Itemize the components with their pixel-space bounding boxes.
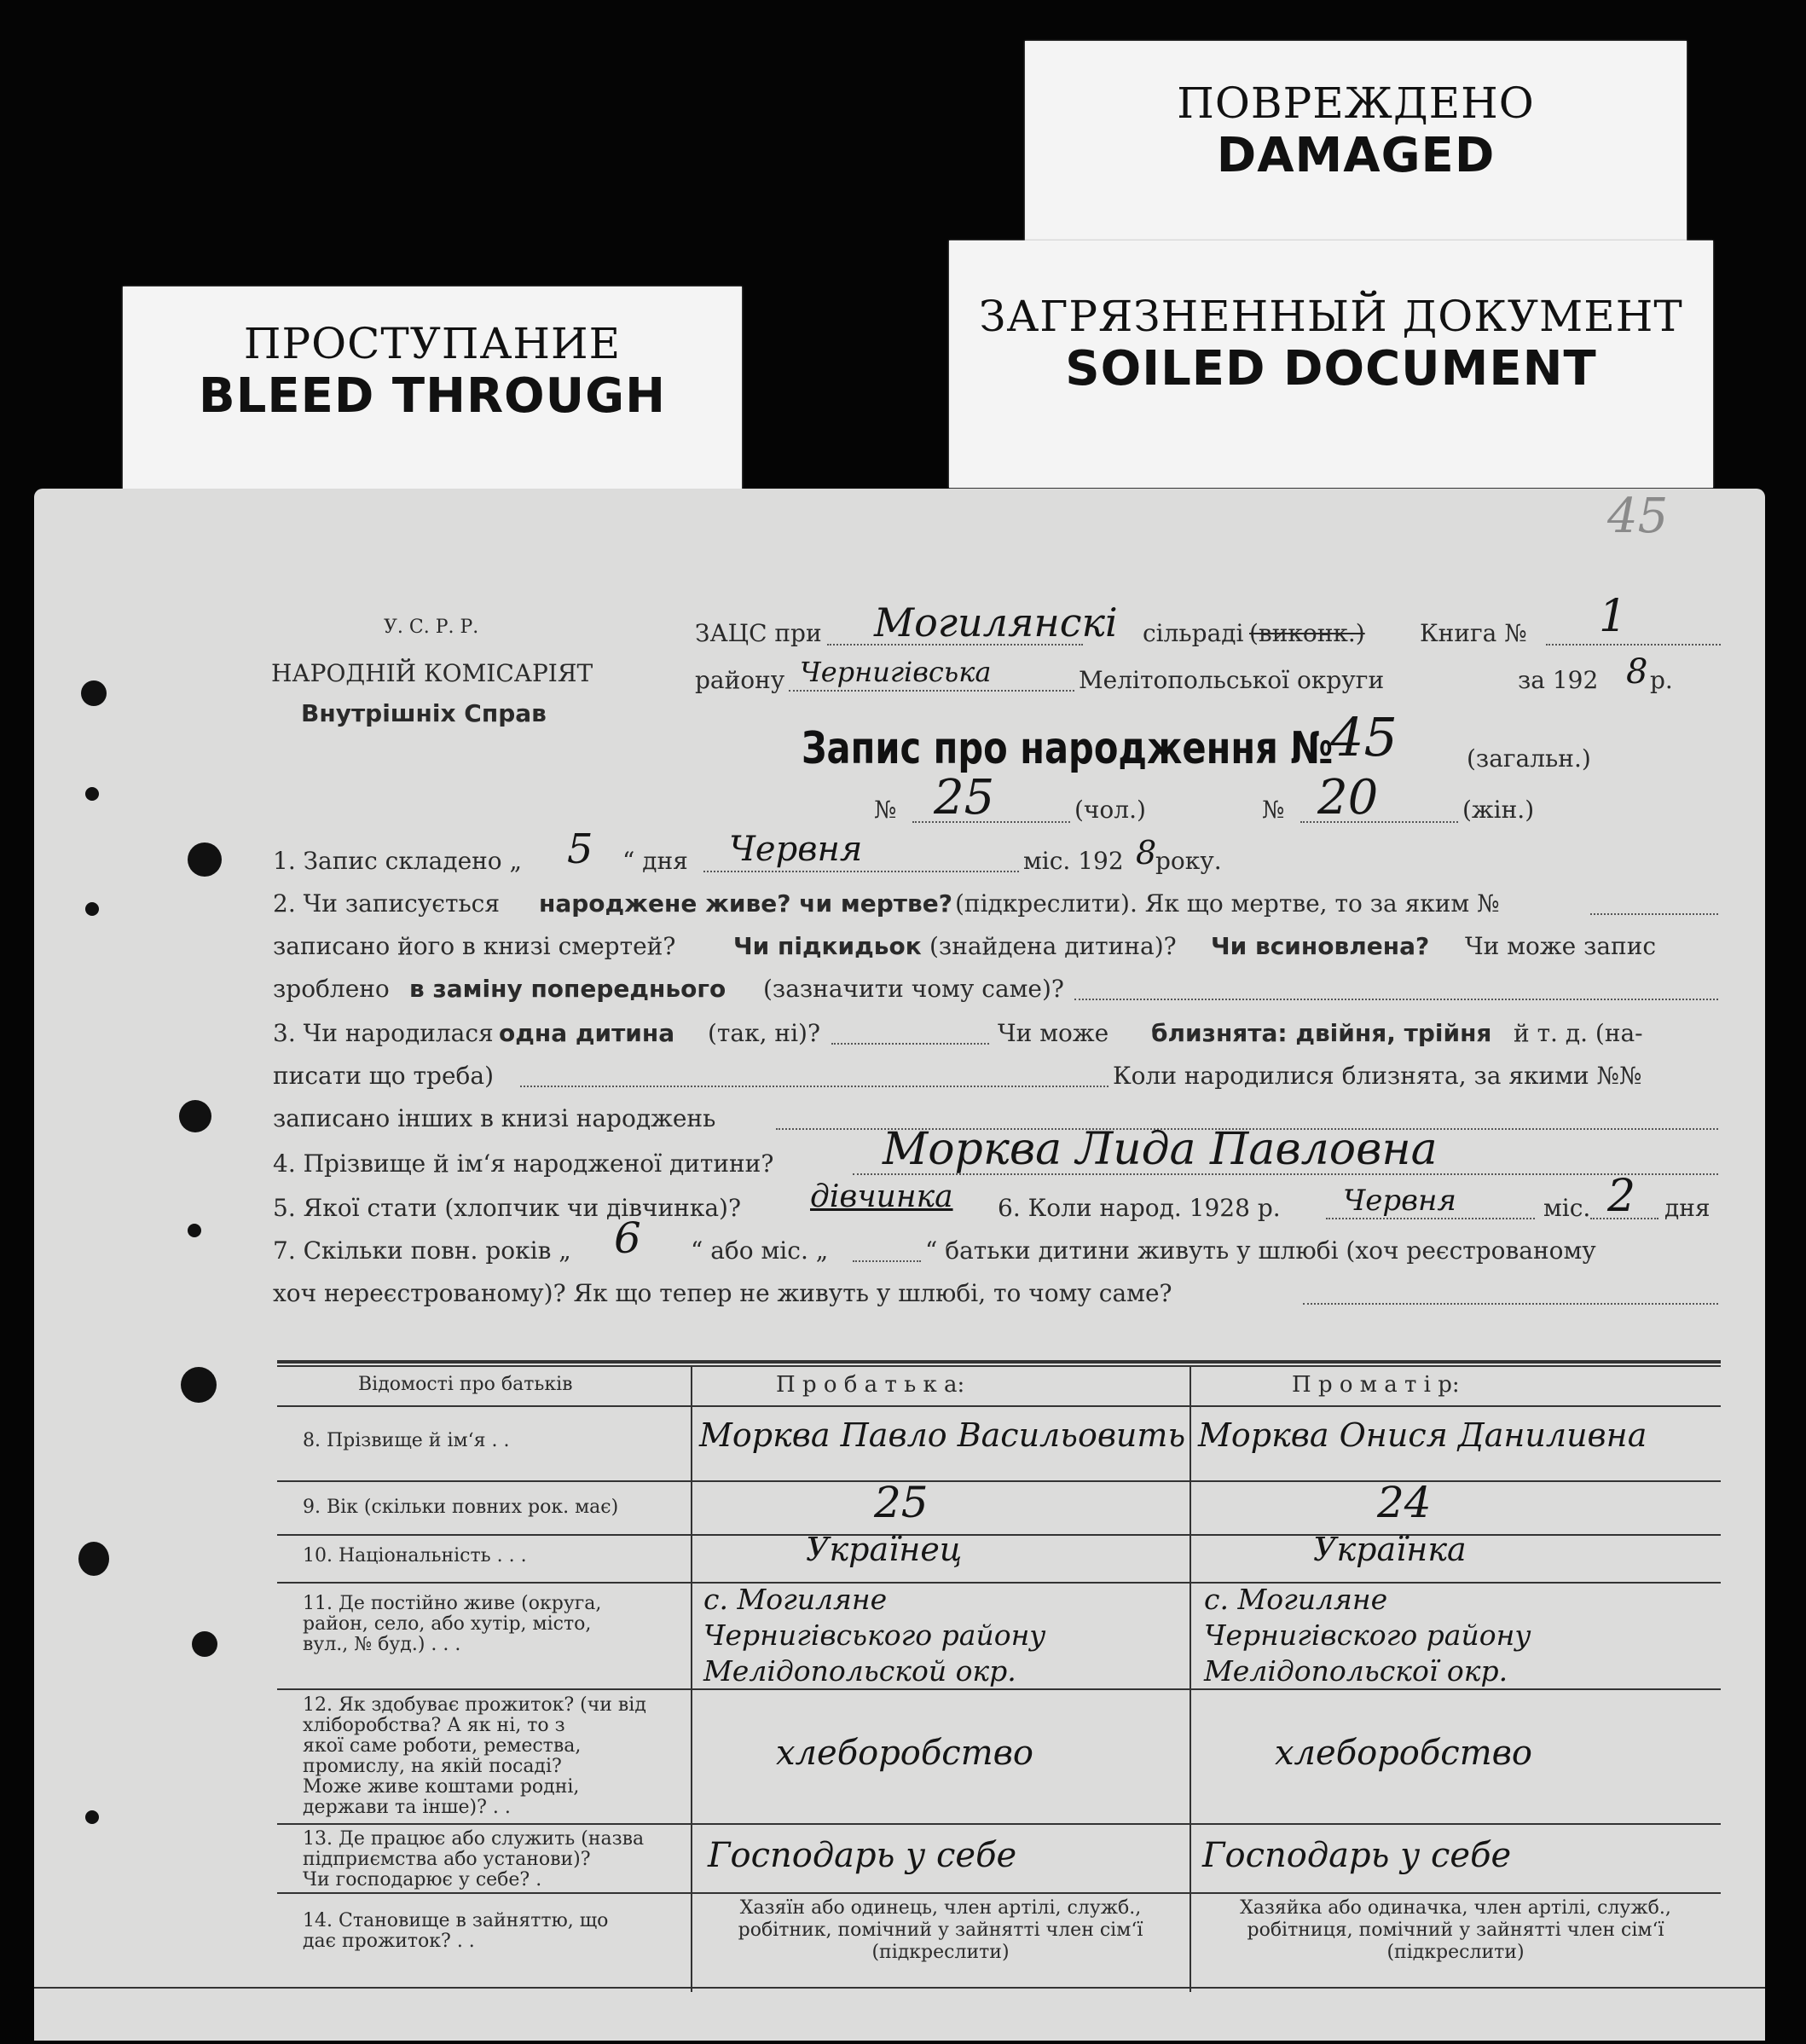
table-header-father: П р о б а т ь к а: — [776, 1372, 965, 1398]
male-label: (чол.) — [1074, 796, 1146, 824]
table-border — [34, 1987, 1765, 1989]
dotted-line — [853, 1260, 921, 1262]
year-label: за 192 — [1518, 666, 1599, 694]
punch-hole — [188, 1224, 201, 1237]
usrr-label: У. С. Р. Р. — [384, 617, 479, 638]
birth-record-sheet — [34, 489, 1765, 2041]
raion-value: Чернигівська — [800, 656, 992, 688]
punch-hole — [181, 1367, 217, 1403]
q6-dnya: дня — [1664, 1194, 1710, 1222]
male-no-label: № — [874, 796, 897, 824]
bleed-ru-label: ПРОСТУПАНИЕ — [243, 319, 622, 368]
raion-label: району — [695, 666, 785, 694]
birth-month-value: Червня — [1343, 1184, 1456, 1218]
table-header-info: Відомості про батьків — [358, 1374, 573, 1395]
vykonk-label: (виконк.) — [1249, 619, 1365, 647]
dotted-line — [703, 871, 1019, 872]
dotted-line — [789, 690, 1074, 692]
mother-occupation-options: Хазяйка або одиначка, член артілі, служб., робітниця, помічний у зайнятті член сім‘ї (підкреслити) — [1240, 1897, 1671, 1963]
dotted-line — [831, 1043, 989, 1045]
corner-number: 45 — [1607, 489, 1669, 544]
table-border — [277, 1823, 1721, 1825]
q1-dnya: “ дня — [622, 847, 688, 875]
q2-line3c: (зазначити чому саме)? — [763, 975, 1064, 1003]
row-label-livelihood: 12. Як здобуває прожиток? (чи від хліборобства? А як ні, то з якої саме роботи, ремества, промислу, на якій посаді? Може живе коштами родні, держави та інше)? . . — [303, 1694, 646, 1818]
q3-line2b: Коли народилися близнята, за якими №№ — [1113, 1062, 1642, 1090]
zags-label: ЗАЦС при — [695, 619, 822, 647]
q6-mis: міс. — [1543, 1194, 1591, 1222]
row-label-residence: 11. Де постійно живе (округа, район, село, або хутір, місто, вул., № буд.) . . . — [303, 1593, 602, 1655]
row-label-name: 8. Прізвище й ім‘я . . — [303, 1430, 510, 1451]
mother-workplace-value: Господарь у себе — [1202, 1836, 1512, 1875]
dotted-line — [520, 1086, 1108, 1087]
soiled-en-label: SOILED DOCUMENT — [1065, 341, 1597, 397]
dotted-line — [1074, 999, 1718, 1000]
book-label: Книга № — [1420, 619, 1527, 647]
birth-day-value: 2 — [1607, 1171, 1636, 1222]
female-number-value: 20 — [1317, 770, 1379, 825]
book-number-value: 1 — [1599, 591, 1628, 642]
q3-line1c: (так, ні)? — [708, 1019, 820, 1047]
punch-hole — [179, 1100, 211, 1132]
punch-hole — [85, 1810, 99, 1824]
row-label-nationality: 10. Національність . . . — [303, 1545, 527, 1566]
father-nationality-value: Українец — [806, 1531, 963, 1568]
row-label-workplace: 13. Де працює або служить (назва підприємства або установи)? Чи господарює у себе? . — [303, 1828, 645, 1891]
q2-line2b: Чи підкидьок — [733, 932, 922, 960]
table-border — [277, 1360, 1721, 1364]
sex-value: дівчинка — [810, 1179, 953, 1214]
marriage-years-value: 6 — [614, 1213, 641, 1263]
year-suffix: р. — [1650, 666, 1673, 694]
punch-hole — [85, 902, 99, 916]
table-border — [277, 1480, 1721, 1482]
father-workplace-value: Господарь у себе — [708, 1836, 1017, 1875]
q2-line1c: (підкреслити). Як що мертве, то за яким № — [955, 889, 1500, 918]
mother-residence-value: с. Могиляне Чернигівского району Мелідопольскої окр. — [1204, 1583, 1531, 1688]
father-name-value: Морква Павло Васильовить — [699, 1416, 1186, 1454]
q2-line2e: Чи може запис — [1465, 932, 1657, 960]
q3-line1d: Чи може — [998, 1019, 1109, 1047]
dotted-line — [1590, 913, 1718, 915]
punch-hole — [85, 787, 99, 801]
q2-line3b: в заміну попереднього — [409, 975, 726, 1003]
table-border — [277, 1892, 1721, 1894]
q2-line2a: записано його в книзі смертей? — [273, 932, 676, 960]
q3-line1e: близнята: двійня, трійня — [1151, 1019, 1492, 1047]
soiled-ru-label: ЗАГРЯЗНЕННЫЙ ДОКУМЕНТ — [979, 292, 1683, 341]
record-title: Запис про народження № — [802, 723, 1334, 774]
q1-prefix: 1. Запис складено „ — [273, 847, 523, 875]
dotted-line — [1326, 1218, 1535, 1219]
q7-prefix: 7. Скільки повн. років „ — [273, 1236, 571, 1265]
damaged-ru-label: ПОВРЕЖДЕНО — [1177, 78, 1535, 128]
q7-rest: “ батьки дитини живуть у шлюбі (хоч реєстрованому — [925, 1236, 1596, 1265]
female-label: (жін.) — [1462, 796, 1535, 824]
general-label: (загальн.) — [1467, 744, 1591, 773]
q5-label: 5. Якої стати (хлопчик чи дівчинка)? — [273, 1194, 741, 1222]
table-border — [277, 1534, 1721, 1536]
okrug-label: Мелітопольської округи — [1079, 666, 1385, 694]
punch-hole — [188, 842, 222, 877]
q2-line3a: зроблено — [273, 975, 390, 1003]
damaged-tag — [1025, 41, 1687, 256]
mother-nationality-value: Українка — [1313, 1531, 1467, 1568]
damaged-en-label: DAMAGED — [1216, 128, 1496, 183]
father-residence-value: с. Могиляне Чернигівського району Мелідопольской окр. — [703, 1583, 1046, 1688]
record-number-value: 45 — [1330, 706, 1398, 768]
table-border — [277, 1365, 1721, 1367]
bleed-through-tag — [123, 287, 742, 496]
punch-hole — [78, 1542, 109, 1576]
soiled-tag — [949, 240, 1713, 488]
silradi-label: сільраді — [1143, 619, 1244, 647]
table-border — [277, 1405, 1721, 1407]
q1-month-value: Червня — [729, 830, 863, 869]
q2-line2d: Чи всиновлена? — [1211, 932, 1430, 960]
q1-mis: міс. 192 — [1023, 847, 1124, 875]
q7-mis: “ або міс. „ — [691, 1236, 829, 1265]
dotted-line — [1303, 1303, 1718, 1305]
bleed-en-label: BLEED THROUGH — [199, 368, 666, 424]
q3-line1a: 3. Чи народилася — [273, 1019, 494, 1047]
q3-line1f: й т. д. (на- — [1514, 1019, 1643, 1047]
mother-name-value: Морква Онися Даниливна — [1198, 1416, 1647, 1454]
row-label-occupation-status: 14. Становище в зайняттю, що дає прожиток? . . — [303, 1910, 609, 1952]
punch-hole — [81, 680, 107, 706]
q4-label: 4. Прізвище й ім‘я народженої дитини? — [273, 1149, 774, 1178]
q7-line2: хоч нереєстрованому)? Як що тепер не живуть у шлюбі, то чому саме? — [273, 1279, 1172, 1307]
mother-age-value: 24 — [1377, 1478, 1432, 1527]
row-label-age: 9. Вік (скільки повних рок. має) — [303, 1497, 619, 1518]
q6-label: 6. Коли народ. 1928 р. — [998, 1194, 1281, 1222]
q1-day-value: 5 — [567, 825, 593, 873]
q2-line1b: народжене живе? чи мертве? — [539, 889, 952, 918]
internal-affairs-label: Внутрішніх Справ — [301, 699, 547, 727]
q3-line3a: записано інших в книзі народжень — [273, 1104, 716, 1132]
commissariat-label: НАРОДНІЙ КОМІСАРІЯТ — [271, 659, 593, 687]
q1-roku: року. — [1155, 847, 1222, 875]
q2-line2c: (знайдена дитина)? — [929, 932, 1177, 960]
father-livelihood-value: хлеборобство — [776, 1734, 1033, 1773]
father-occupation-options: Хазяїн або одинець, член артілі, служб., робітник, помічний у зайнятті член сім‘ї (підкреслити) — [738, 1897, 1143, 1963]
q3-line2a: писати що треба) — [273, 1062, 494, 1090]
q3-line1b: одна дитина — [499, 1019, 675, 1047]
female-no-label: № — [1262, 796, 1285, 824]
mother-livelihood-value: хлеборобство — [1275, 1734, 1532, 1773]
q2-line1a: 2. Чи записується — [273, 889, 501, 918]
punch-hole — [192, 1631, 217, 1657]
year-value: 8 — [1626, 652, 1648, 692]
table-header-mother: П р о м а т і р: — [1292, 1372, 1460, 1398]
q1-year-value: 8 — [1136, 834, 1157, 871]
child-name-value: Морква Лида Павловна — [883, 1124, 1438, 1175]
village-council-value: Могилянскі — [874, 599, 1118, 646]
dotted-line — [1546, 644, 1721, 646]
father-age-value: 25 — [874, 1478, 929, 1527]
male-number-value: 25 — [934, 770, 995, 825]
